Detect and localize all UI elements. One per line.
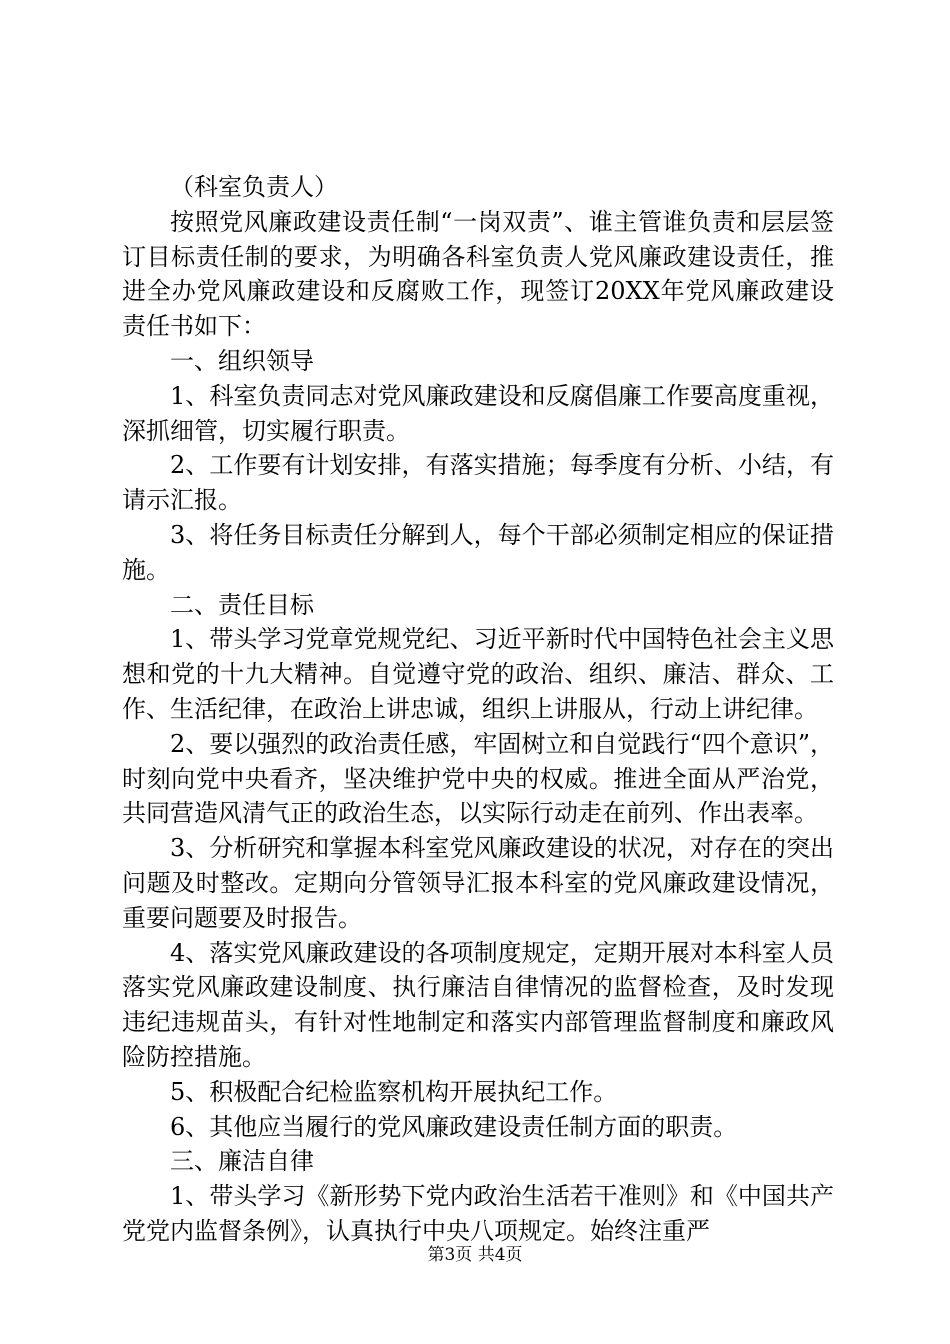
paragraph-item: 3、分析研究和掌握本科室党风廉政建设的状况，对存在的突出问题及时整改。定期向分管领导汇报本科室的党风廉政建设情况，重要问题要及时报告。 bbox=[122, 834, 834, 932]
paragraph-recipient: （科室负责人） bbox=[170, 173, 338, 201]
paragraph-item: 2、要以强烈的政治责任感，牢固树立和自觉践行“四个意识”，时刻向党中央看齐，坚决维护党中央的权威。推进全面从严治党，共同营造风清气正的政治生态，以实际行动走在前列、作出表率。 bbox=[122, 729, 834, 828]
section-heading-3: 三、廉洁自律 bbox=[170, 1147, 314, 1176]
section-heading-1: 一、组织领导 bbox=[170, 346, 314, 375]
paragraph-item: 1、带头学习《新形势下党内政治生活若干准则》和《中国共产党党内监督条例》，认真执行中央八项规定。始终注重严 bbox=[122, 1182, 834, 1245]
page-number-label: 第3页 共4页 bbox=[427, 1245, 523, 1265]
page-footer bbox=[0, 1244, 950, 1266]
paragraph-item: 1、科室负责同志对党风廉政建设和反腐倡廉工作要高度重视，深抓细管，切实履行职责。 bbox=[122, 381, 834, 445]
paragraph-intro: 按照党风廉政建设责任制“一岗双责”、谁主管谁负责和层层签订目标责任制的要求，为明确各科室负责人党风廉政建设责任，推进全办党风廉政建设和反腐败工作，现签订20XX年党风廉政建设责任书如下： bbox=[122, 207, 834, 341]
section-heading-2: 二、责任目标 bbox=[170, 590, 314, 619]
paragraph-item: 5、积极配合纪检监察机构开展执纪工作。 bbox=[170, 1077, 618, 1106]
document-body bbox=[122, 170, 834, 1249]
paragraph-item: 2、工作要有计划安排，有落实措施；每季度有分析、小结，有请示汇报。 bbox=[122, 451, 834, 515]
paragraph-item: 6、其他应当履行的党风廉政建设责任制方面的职责。 bbox=[170, 1112, 738, 1141]
paragraph-item: 4、落实党风廉政建设的各项制度规定，定期开展对本科室人员落实党风廉政建设制度、执行廉洁自律情况的监督检查，及时发现违纪违规苗头，有针对性地制定和落实内部管理监督制度和廉政风险防控措施。 bbox=[122, 938, 834, 1071]
paragraph-item: 1、带头学习党章党规党纪、习近平新时代中国特色社会主义思想和党的十九大精神。自觉遵守党的政治、组织、廉洁、群众、工作、生活纪律，在政治上讲忠诚，组织上讲服从，行动上讲纪律。 bbox=[122, 625, 834, 723]
paragraph-item: 3、将任务目标责任分解到人，每个干部必须制定相应的保证措施。 bbox=[122, 520, 834, 584]
